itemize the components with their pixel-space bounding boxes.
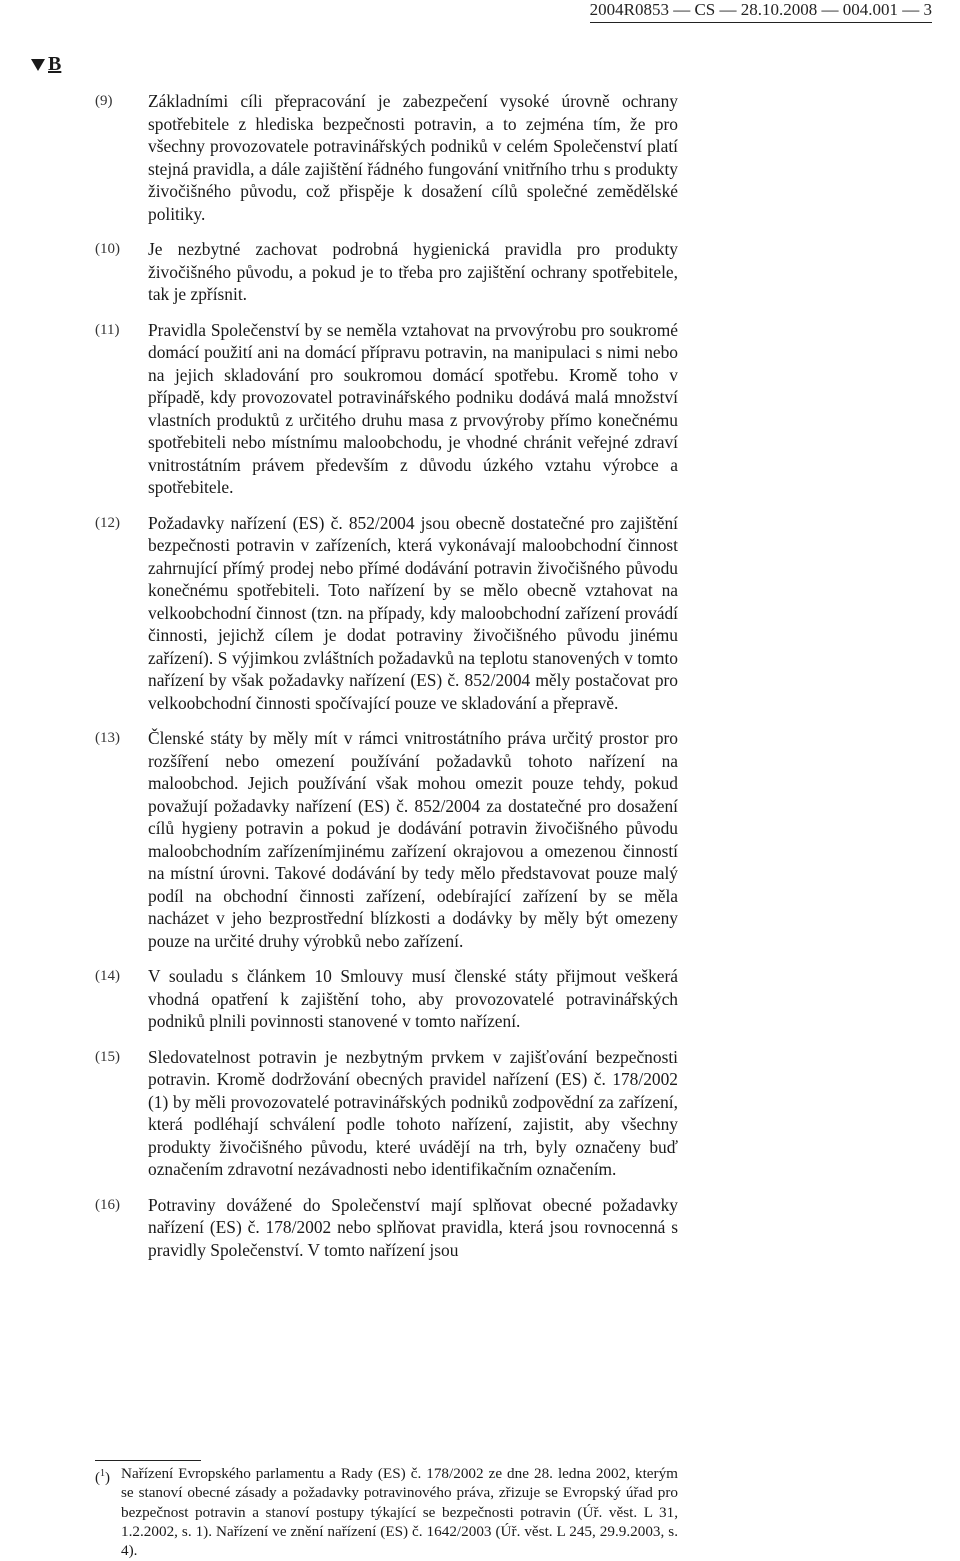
- recital-15: [0, 1046, 960, 1181]
- recital-16: [0, 1194, 960, 1262]
- recitals-list: [0, 90, 960, 1274]
- recital-text: Členské státy by měly mít v rámci vnitrostátního práva určitý prostor pro rozšíření nebo omezení používání požadavků tohoto nařízení na maloobchod. Jejich používání však mohou omezit pouze tehdy, pokud považují požadavky nařízení (ES) č. 852/2004 za dostatečné pro dosažení cílů hygieny potravin a pokud je dodávání potravin živočišného původu maloobchodním zařízenímjinému zařízení okrajovou a omezenou činností na místní úrovni. Takové dodávání by tedy mělo představovat pouze malý podíl na obchodní činnosti zařízení, odebírající zařízení by se měla nacházet v jeho bezprostřední blízkosti a dodávky by měly být omezeny pouze na určité druhy výrobků nebo zařízení.: [148, 728, 678, 951]
- recital-text: Základními cíli přepracování je zabezpečení vysoké úrovně ochrany spotřebitele z hlediska bezpečnosti potravin, a to zejména tím, že pro všechny provozovatele potravinářských podniků v celém Společenství platí stejná pravidla, a dále zajištění řádného fungování vnitřního trhu s produkty živočišného původu, což přispěje k dosažení cílů společné zemědělské politiky.: [148, 91, 678, 224]
- recital-11: [0, 319, 960, 499]
- recital-number: (15): [95, 1048, 120, 1065]
- recital-number: (13): [95, 730, 120, 746]
- recital-10: [0, 238, 960, 306]
- footnote: [0, 1464, 960, 1560]
- footnote-separator: [95, 1460, 201, 1461]
- recital-12: [0, 512, 960, 715]
- footnote-marker: 1: [100, 1468, 105, 1479]
- recital-text: Je nezbytné zachovat podrobná hygienická pravidla pro produkty živočišného původu, a pokud je to třeba pro zajištění ochrany spotřebitele, tak je zpřísnit.: [148, 239, 678, 304]
- recital-text: V souladu s článkem 10 Smlouvy musí členské státy přijmout veškerá vhodná opatření k zajištění toho, aby provozovatelé potravinářských podniků plnili povinnosti stanovené v tomto nařízení.: [148, 966, 678, 1031]
- recital-9: [0, 90, 960, 225]
- recital-text: Potraviny dovážené do Společenství mají splňovat obecné požadavky nařízení (ES) č. 178/2002 nebo splňovat pravidla, která jsou rovnocenná s pravidly Společenství. V tomto nařízení jsou: [148, 1194, 678, 1260]
- footnote-text: Nařízení Evropského parlamentu a Rady (ES) č. 178/2002 ze dne 28. ledna 2002, kterým se stanoví obecné zásady a požadavky potravinového práva, zřizuje se Evropský úřad pro bezpečnost potravin a stanoví postupy týkající se bezpečnosti potravin (Úř. věst. L 31, 1.2.2002, s. 1). Nařízení ve znění nařízení (ES) č. 1642/2003 (Úř. věst. L 245, 29.9.2003, s. 4).: [121, 1465, 678, 1560]
- recital-text: Pravidla Společenství by se neměla vztahovat na prvovýrobu pro soukromé domácí použití ani na domácí přípravu potravin, na manipulaci s nimi nebo na jejich skladování pro soukromou domácí spotřebu. Kromě toho v případě, kdy provozovatel potravinářského podniku dodává malá množství vlastních produktů z určitého druhu masa z prvovýroby přímo konečnému spotřebiteli nebo místnímu maloobchodu, je vhodné chránit veřejné zdraví vnitrostátním právem především z důvodu úzkého vztahu výrobce a spotřebitele.: [148, 319, 678, 497]
- amendment-marker-label: B: [48, 53, 62, 75]
- amendment-marker: [31, 53, 61, 76]
- recital-text: Požadavky nařízení (ES) č. 852/2004 jsou obecně dostatečné pro zajištění bezpečnosti potravin v zařízeních, která vykonávají maloobchodní činnost zahrnující přímý prodej nebo přímé dodávání potravin živočišného původu konečnému spotřebiteli. Toto nařízení by se mělo obecně vztahovat na velkoobchodní činnost (tzn. na případy, kdy maloobchodní zařízení provádí činnosti, jejichž cílem je dodat potraviny živočišného původu jinému zařízení). S výjimkou zvláštních požadavků na teplotu stanovených v tomto nařízení by však požadavky nařízení (ES) č. 852/2004 měly postačovat pro velkoobchodní činnosti spočívající pouze ve skladování a přepravě.: [148, 512, 678, 713]
- recital-text: Sledovatelnost potravin je nezbytným prvkem v zajišťování bezpečnosti potravin. Kromě dodržování obecných pravidel nařízení (ES) č. 178/2002 (1) by měli provozovatelé potravinářských podniků zodpovědní za zařízení, která podléhají schválení podle tohoto nařízení, zajistit, aby všechny produkty živočišného původu, které uvádějí na trh, byly označeny buď označením zdravotní nezávadnosti nebo identifikačním označením.: [148, 1046, 678, 1179]
- recital-number: (10): [95, 241, 120, 257]
- recital-13: [0, 727, 960, 952]
- running-header: [590, 0, 932, 23]
- footnote-number: ($^1$): [95, 1468, 110, 1486]
- recital-number: (16): [95, 1196, 120, 1213]
- header-rule: [590, 22, 932, 23]
- triangle-down-icon: [31, 59, 45, 71]
- recital-number: (12): [95, 514, 120, 531]
- document-reference: 2004R0853 — CS — 28.10.2008 — 004.001 — 3: [589, 0, 932, 19]
- recital-number: (14): [95, 968, 120, 984]
- recital-number: (9): [95, 93, 113, 109]
- recital-number: (11): [95, 321, 120, 338]
- recital-14: [0, 965, 960, 1033]
